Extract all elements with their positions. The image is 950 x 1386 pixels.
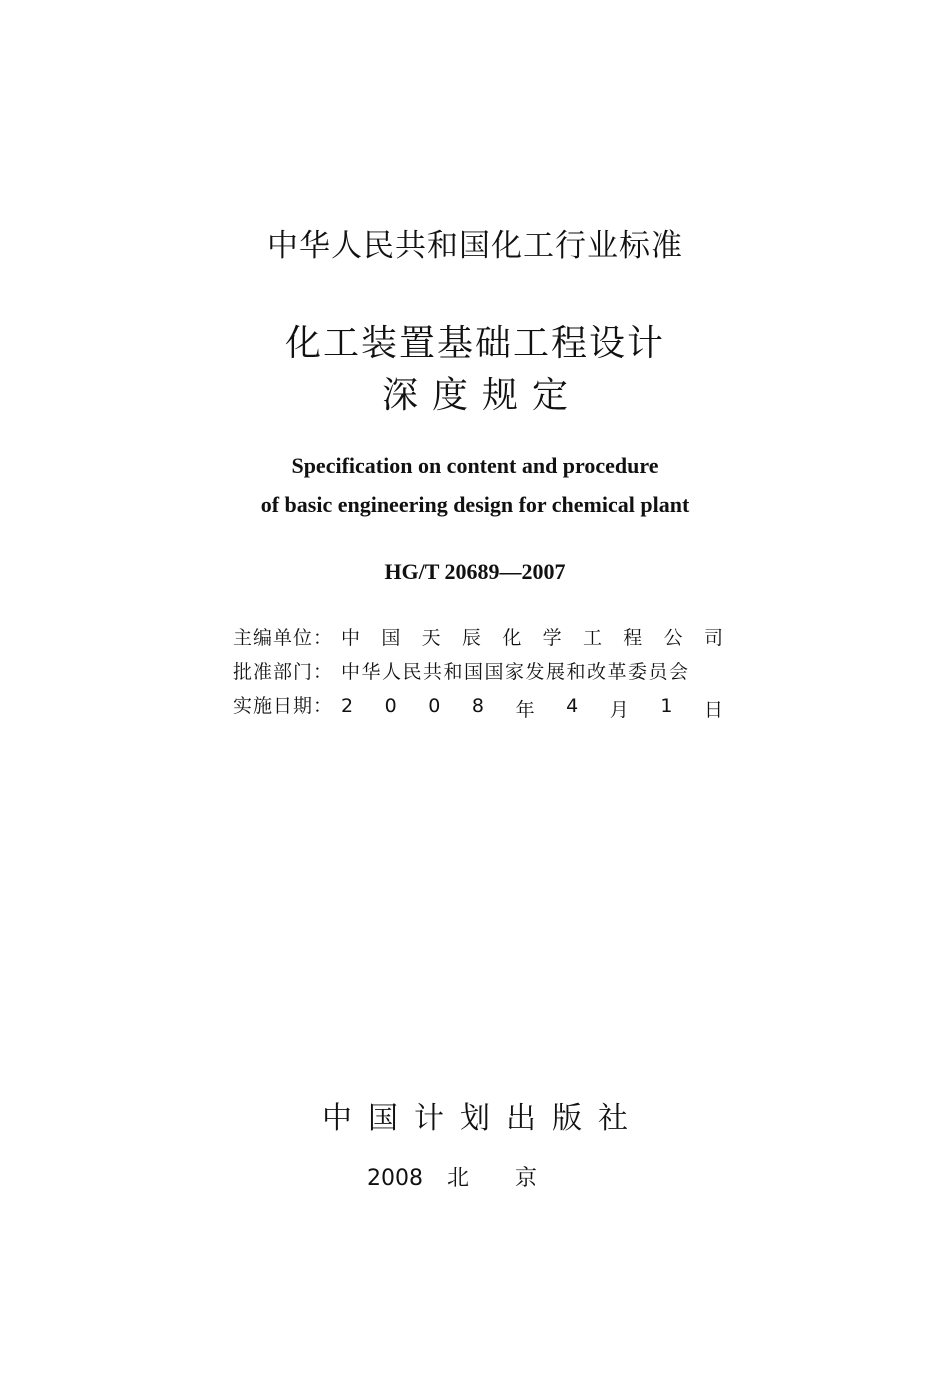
standard-code: HG/T 20689—2007 <box>384 559 566 584</box>
editor-row <box>233 623 723 657</box>
approver-label: 批准部门： <box>233 661 334 683</box>
publication-info <box>233 623 723 725</box>
publisher-name: 中国计划出版社 <box>322 1101 644 1136</box>
english-title-line-2: of basic engineering design for chemical plant <box>260 492 690 517</box>
approver-row <box>233 657 723 691</box>
imprint-line <box>0 1161 950 1192</box>
date-char: 4 <box>566 695 579 717</box>
editor-char: 学 <box>542 627 562 649</box>
chinese-title-line-2: 深度规定 <box>381 375 582 416</box>
editor-label: 主编单位： <box>233 627 334 649</box>
imprint-city: 北京 <box>446 1166 583 1191</box>
editor-char: 公 <box>663 627 683 649</box>
date-char: 1 <box>660 695 673 717</box>
editor-char: 司 <box>703 627 723 649</box>
standard-category: 中华人民共和国化工行业标准 <box>267 228 683 264</box>
date-char: 2 <box>341 695 354 717</box>
editor-char: 天 <box>421 627 441 649</box>
editor-char: 工 <box>582 627 602 649</box>
editor-char: 中 <box>341 627 361 649</box>
editor-char: 国 <box>381 627 401 649</box>
chinese-title-line-1: 化工装置基础工程设计 <box>284 323 665 364</box>
date-row <box>233 691 723 725</box>
english-title-line-1: Specification on content and procedure <box>291 453 659 478</box>
date-char: 年 <box>515 699 535 721</box>
approver-value: 中华人民共和国国家发展和改革委员会 <box>341 661 690 683</box>
editor-value <box>341 623 723 650</box>
imprint-year: 2008 <box>366 1166 423 1191</box>
date-char: 日 <box>703 699 723 721</box>
date-label: 实施日期： <box>233 695 334 717</box>
date-char: 0 <box>384 695 397 717</box>
date-char: 0 <box>428 695 441 717</box>
editor-char: 化 <box>502 627 522 649</box>
editor-char: 程 <box>623 627 643 649</box>
editor-char: 辰 <box>461 627 481 649</box>
date-char: 8 <box>471 695 485 717</box>
date-value <box>341 695 723 722</box>
date-char: 月 <box>609 699 629 721</box>
